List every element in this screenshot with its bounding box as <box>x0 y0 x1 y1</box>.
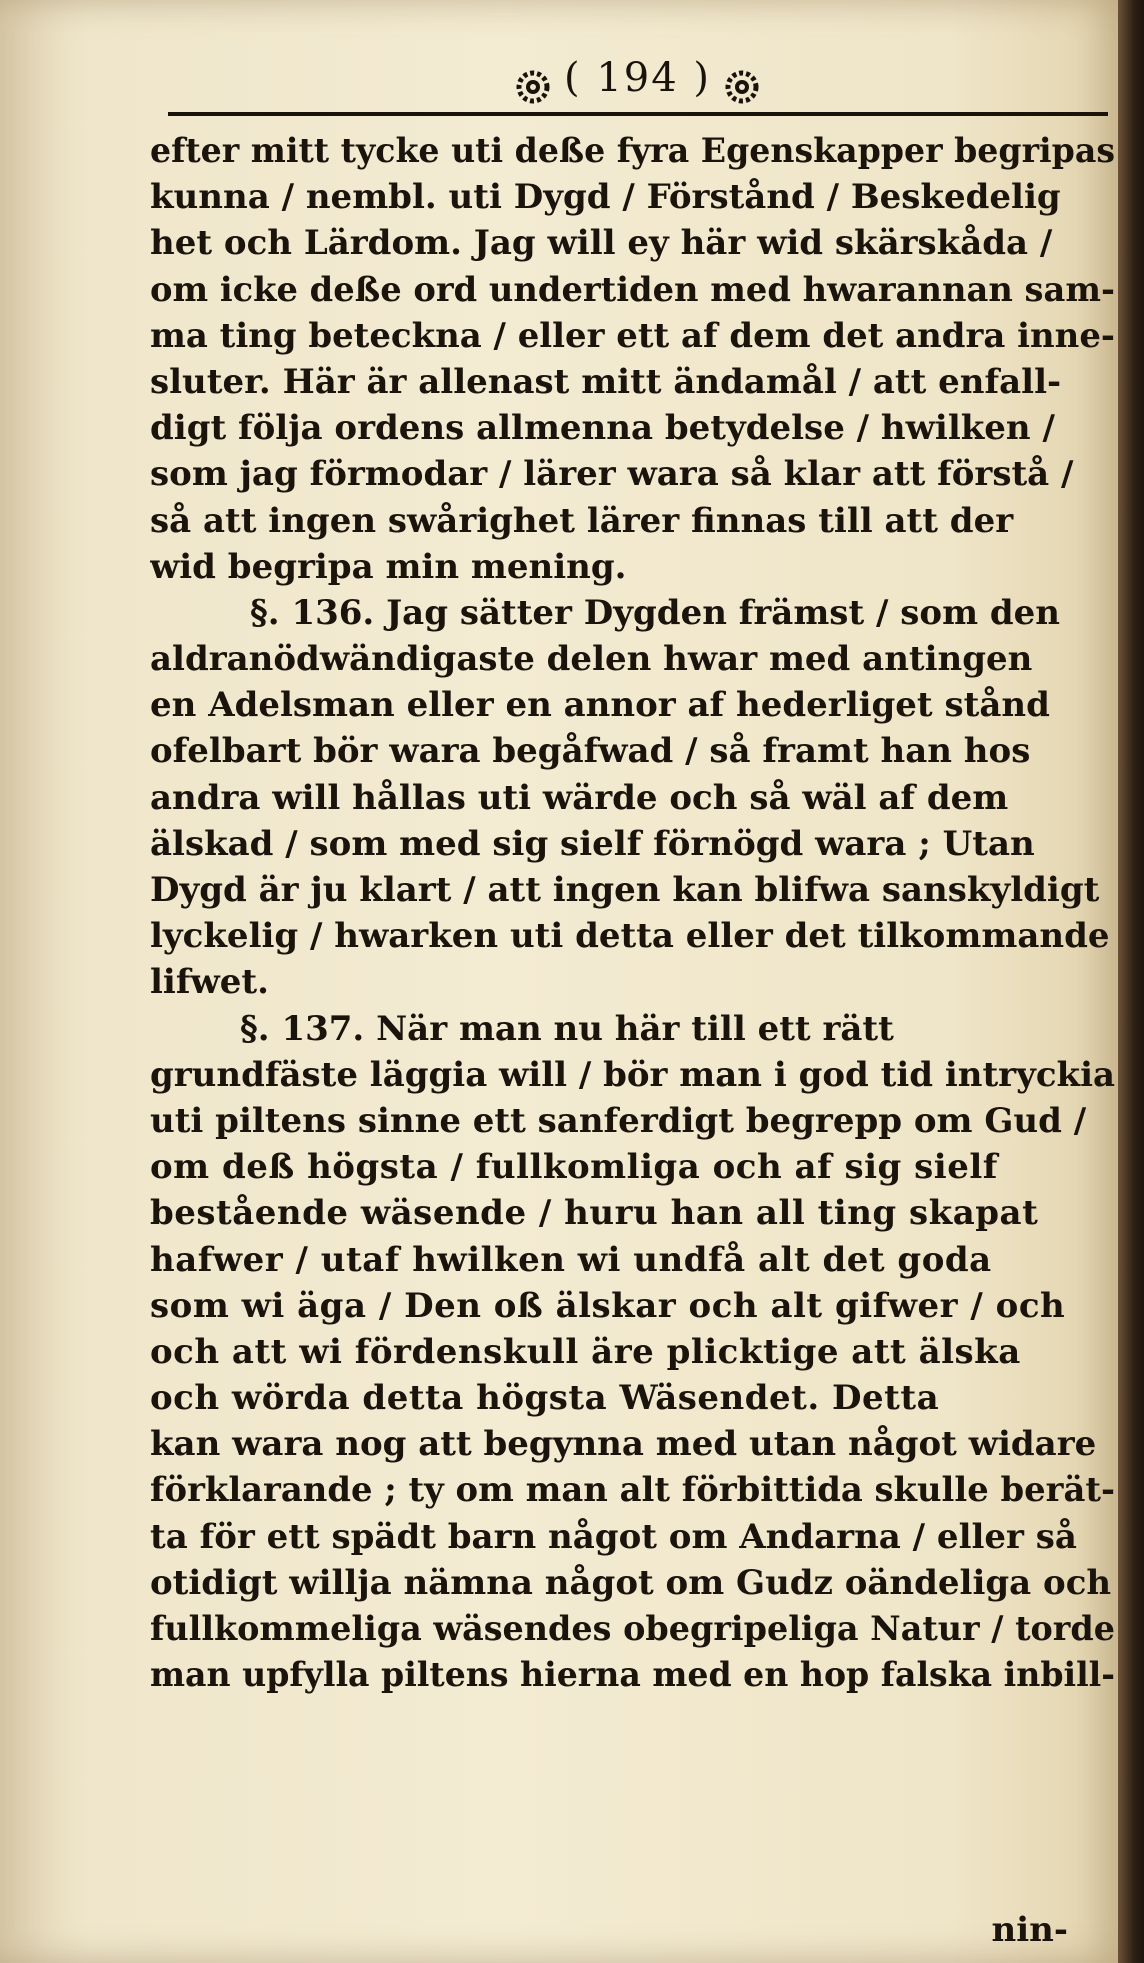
text-line-emphasis: bestående wäsende / huru han all ting skapat <box>150 1193 1039 1234</box>
text-line: het och Lärdom. Jag will ey här wid skärskåda / <box>150 223 1053 264</box>
text-line: Dygd är ju klart / att ingen kan blifwa sanskyldigt <box>150 870 1100 910</box>
page-header <box>170 50 1105 106</box>
text-line: ofelbart bör wara begåfwad / så framt han hos <box>150 731 1031 772</box>
text-line: ta för ett spädt barn något om Andarna / eller så <box>150 1516 1077 1557</box>
text-line: kan wara nog att begynna med utan något widare <box>150 1424 1097 1465</box>
text-line: andra will hållas uti wärde och så wäl af dem <box>150 777 1009 818</box>
section-136-heading: §. 136. Jag sätter Dygden främst / som den <box>250 592 1061 633</box>
text-line: ma ting beteckna / eller ett af dem det andra inne- <box>150 315 1115 356</box>
text-line: man upfylla piltens hierna med en hop falska inbill- <box>150 1655 1115 1696</box>
text-line: om icke deße ord undertiden med hwarannan sam- <box>150 269 1115 310</box>
text-line: uti piltens sinne ett sanferdigt begrepp om Gud / <box>150 1100 1087 1141</box>
section-137-heading: §. 137. När man nu här till ett rätt <box>240 1008 894 1049</box>
body-text <box>150 128 1115 1698</box>
header-rule <box>168 112 1108 116</box>
fleuron-icon <box>722 67 762 107</box>
text-line: förklarande ; ty om man alt förbittida skulle berät- <box>150 1470 1115 1511</box>
text-line-emphasis: om deß högsta / fullkomliga och af sig sielf <box>150 1147 998 1188</box>
catchword: nin- <box>991 1910 1068 1950</box>
text-line: digt följa ordens allmenna betydelse / hwilken / <box>150 408 1055 449</box>
text-line: grundfäste läggia will / bör man i god tid intryckia <box>150 1054 1115 1095</box>
text-line: älskad / som med sig sielf förnögd wara ; Utan <box>150 823 1035 864</box>
text-line-emphasis: och wörda detta högsta Wäsendet. Detta <box>150 1378 940 1419</box>
book-binding <box>1118 0 1144 1963</box>
text-line-emphasis: hafwer / utaf hwilken wi undfå alt det goda <box>150 1239 992 1280</box>
text-line: kunna / nembl. uti Dygd / Förstånd / Beskedelig <box>150 177 1061 218</box>
text-line: otidigt willja nämna något om Gudz oändeliga och <box>150 1562 1112 1603</box>
text-line: aldranödwändigaste delen hwar med antingen <box>150 639 1033 680</box>
text-line: som jag förmodar / lärer wara så klar att förstå / <box>150 454 1074 495</box>
text-line: wid begripa min mening. <box>150 546 627 587</box>
text-line: lifwet. <box>150 962 269 1003</box>
text-line: sluter. Här är allenast mitt ändamål / att enfall- <box>150 361 1062 402</box>
text-line: efter mitt tycke uti deße fyra Egenskapper begripas <box>150 131 1115 171</box>
text-line-emphasis: och att wi fördenskull äre plicktige att älska <box>150 1331 1021 1372</box>
fleuron-icon <box>513 67 553 107</box>
text-line: så att ingen swårighet lärer finnas till att der <box>150 500 1014 541</box>
text-line: en Adelsman eller en annor af hederliget stånd <box>150 685 1050 726</box>
text-line: fullkommeliga wäsendes obegripeliga Natur / torde <box>150 1609 1115 1649</box>
page-number: ( 194 ) <box>564 55 711 101</box>
text-line: lyckelig / hwarken uti detta eller det tilkommande <box>150 916 1110 957</box>
text-line-emphasis: som wi äga / Den oß älskar och alt gifwer / och <box>150 1285 1066 1326</box>
